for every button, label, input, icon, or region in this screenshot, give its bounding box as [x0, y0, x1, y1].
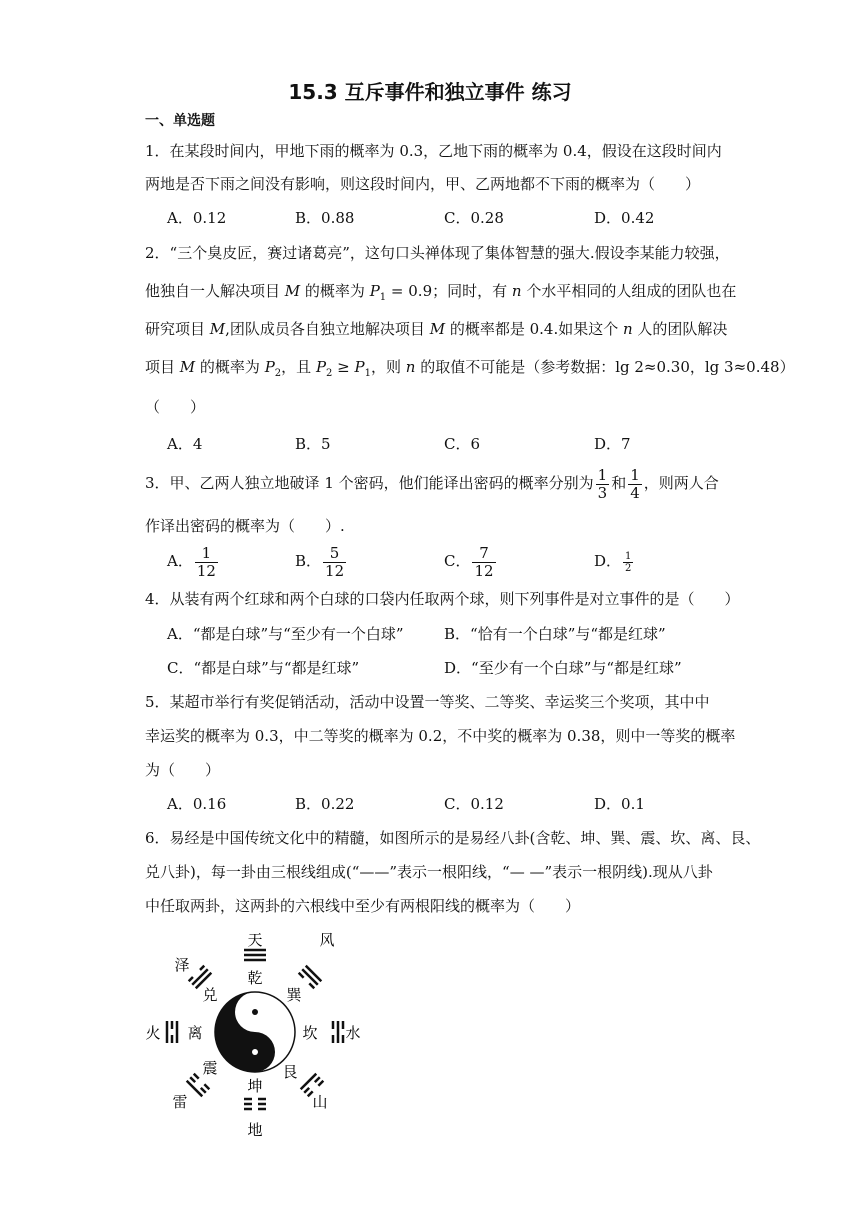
denominator: 2 [625, 562, 632, 574]
q2-line2 [145, 281, 736, 308]
label-gen: 艮 [282, 1063, 298, 1081]
q4-option-b: B．“恰有一个白球”与“都是红球” [444, 625, 666, 643]
numerator: 1 [625, 550, 632, 562]
q2-option-b: B．5 [295, 435, 331, 453]
q1-line1: 1．在某段时间内，甲地下雨的概率为 0.3，乙地下雨的概率为 0.4，假设在这段时间内 [145, 142, 722, 160]
page-title: 15.3 互斥事件和独立事件 练习 [288, 80, 572, 104]
var-n: n [511, 282, 522, 300]
fraction [623, 551, 633, 574]
var-m: M [179, 358, 196, 376]
fraction [596, 467, 610, 502]
section-heading: 一、单选题 [145, 113, 215, 129]
label-di: 地 [247, 1121, 263, 1139]
q2-option-c: C．6 [444, 435, 481, 453]
label-shui: 水 [345, 1024, 361, 1042]
label-kan: 坎 [302, 1024, 318, 1042]
q2-text: 的概率为 [300, 282, 370, 300]
label-zhen: 震 [202, 1059, 218, 1077]
numerator: 1 [195, 545, 218, 563]
q1-option-b: B．0.88 [295, 209, 355, 227]
yin-yang-icon [215, 992, 295, 1072]
subscript: 2 [326, 368, 333, 379]
denominator: 12 [196, 561, 216, 580]
q2-text: 项目 [145, 358, 180, 376]
q3-text: ，则两人合 [643, 474, 719, 492]
label-kun: 坤 [247, 1077, 263, 1095]
var-p: P [354, 358, 365, 376]
q2-text: 的取值不可能是（参考数据：lg 2≈0.30，lg 3≈0.48） [415, 358, 795, 376]
fraction [195, 545, 218, 580]
q5-option-b: B．0.22 [295, 795, 355, 813]
var-n: n [622, 320, 633, 338]
q2-text: ≥ [332, 358, 355, 376]
var-n: n [405, 358, 416, 376]
q2-text: 人的团队解决 [632, 320, 728, 338]
fraction [323, 545, 346, 580]
q2-text: ，则 [370, 358, 406, 376]
q3-text: 3．甲、乙两人独立地破译 1 个密码，他们能译出密码的概率分别为 [145, 474, 594, 492]
option-label: C． [444, 552, 471, 570]
q4-option-c: C．“都是白球”与“都是红球” [167, 659, 360, 677]
q2-text: 的概率为 [195, 358, 265, 376]
trigram-zhen-icon [187, 1074, 210, 1097]
q3-option-a [167, 544, 220, 580]
label-ze: 泽 [174, 956, 190, 974]
q5-line1: 5．某超市举行有奖促销活动，活动中设置一等奖、二等奖、幸运奖三个奖项，其中中 [145, 693, 710, 711]
q2-text: 研究项目 [145, 320, 210, 338]
trigram-dui-icon [189, 966, 212, 989]
q3-line2: 作译出密码的概率为（ ）. [145, 517, 345, 535]
var-m: M [209, 320, 226, 338]
fraction [628, 467, 642, 502]
trigram-kun-icon [244, 1099, 266, 1109]
q2-text: 他独自一人解决项目 [145, 282, 285, 300]
var-m: M [284, 282, 301, 300]
q6-line2: 兑八卦)，每一卦由三根线组成(“——”表示一根阳线，“— —”表示一根阴线).现从八卦 [145, 863, 713, 881]
label-huo: 火 [145, 1024, 161, 1042]
numerator: 7 [472, 545, 495, 563]
var-p: P [369, 282, 380, 300]
q5-option-a: A．0.16 [167, 795, 227, 813]
q1-option-a: A．0.12 [167, 209, 227, 227]
trigram-qian-icon [244, 950, 266, 960]
denominator: 12 [474, 561, 494, 580]
q2-line1: 2．“三个臭皮匠，赛过诸葛亮”，这句口头禅体现了集体智慧的强大.假设李某能力较强， [145, 244, 730, 262]
label-tian: 天 [247, 931, 263, 949]
q3-option-b [295, 544, 348, 580]
q2-text: = 0.9 [386, 282, 433, 300]
trigram-xun-icon [299, 966, 322, 989]
q2-text: ，且 [281, 358, 316, 376]
bagua-diagram [140, 925, 370, 1145]
var-m: M [429, 320, 446, 338]
q2-text: 个水平相同的人组成的团队也在 [521, 282, 737, 300]
q1-line2: 两地是否下雨之间没有影响，则这段时间内，甲、乙两地都不下雨的概率为（ ） [145, 175, 701, 193]
label-dui: 兑 [202, 986, 218, 1004]
numerator: 1 [630, 465, 640, 484]
q2-text: ；同时，有 [432, 282, 512, 300]
q2-option-d: D．7 [594, 435, 631, 453]
q6-line1: 6．易经是中国传统文化中的精髓，如图所示的是易经八卦(含乾、坤、巽、震、坎、离、艮、 [145, 829, 761, 847]
var-p: P [315, 358, 327, 376]
label-qian: 乾 [247, 969, 263, 987]
q4-line1: 4．从装有两个红球和两个白球的口袋内任取两个球，则下列事件是对立事件的是（ ） [145, 590, 740, 608]
trigram-kan-icon [333, 1021, 343, 1043]
q2-option-a: A．4 [167, 435, 203, 453]
option-label: A． [167, 552, 193, 570]
numerator: 5 [323, 545, 346, 563]
label-shan: 山 [312, 1093, 328, 1111]
q5-line3: 为（ ） [145, 761, 221, 779]
q5-line2: 幸运奖的概率为 0.3，中二等奖的概率为 0.2，不中奖的概率为 0.38，则中一等奖的概率 [145, 727, 736, 745]
denominator: 3 [597, 483, 608, 502]
denominator: 4 [630, 483, 640, 502]
denominator: 12 [325, 561, 345, 580]
q2-line3 [145, 319, 727, 339]
q3-line1 [145, 466, 719, 502]
q6-line3: 中任取两卦，这两卦的六根线中至少有两根阳线的概率为（ ） [145, 897, 581, 915]
q2-line5: （ ） [145, 398, 206, 416]
label-li: 离 [187, 1024, 203, 1042]
var-p: P [264, 358, 275, 376]
q3-option-d [594, 544, 635, 578]
label-xun: 巽 [286, 986, 302, 1004]
q3-text: 和 [611, 474, 627, 492]
q5-option-d: D．0.1 [594, 795, 645, 813]
q3-option-c [444, 544, 498, 580]
q5-option-c: C．0.12 [444, 795, 504, 813]
option-label: B． [295, 552, 322, 570]
q4-option-a: A．“都是白球”与“至少有一个白球” [167, 625, 404, 643]
subscript: 2 [274, 368, 282, 379]
numerator: 1 [597, 465, 608, 484]
q4-option-d: D．“至少有一个白球”与“都是红球” [444, 659, 682, 677]
q2-line4 [145, 357, 795, 384]
fraction [472, 545, 495, 580]
q1-option-c: C．0.28 [444, 209, 504, 227]
q1-option-d: D．0.42 [594, 209, 655, 227]
label-lei: 雷 [172, 1093, 188, 1111]
subscript: 1 [364, 368, 371, 379]
q2-text: ,团队成员各自独立地解决项目 [225, 320, 430, 338]
option-label: D． [594, 552, 622, 570]
trigram-li-icon [167, 1021, 177, 1043]
q2-text: 的概率都是 0.4.如果这个 [445, 320, 623, 338]
subscript: 1 [379, 292, 387, 303]
label-feng: 风 [319, 931, 335, 949]
